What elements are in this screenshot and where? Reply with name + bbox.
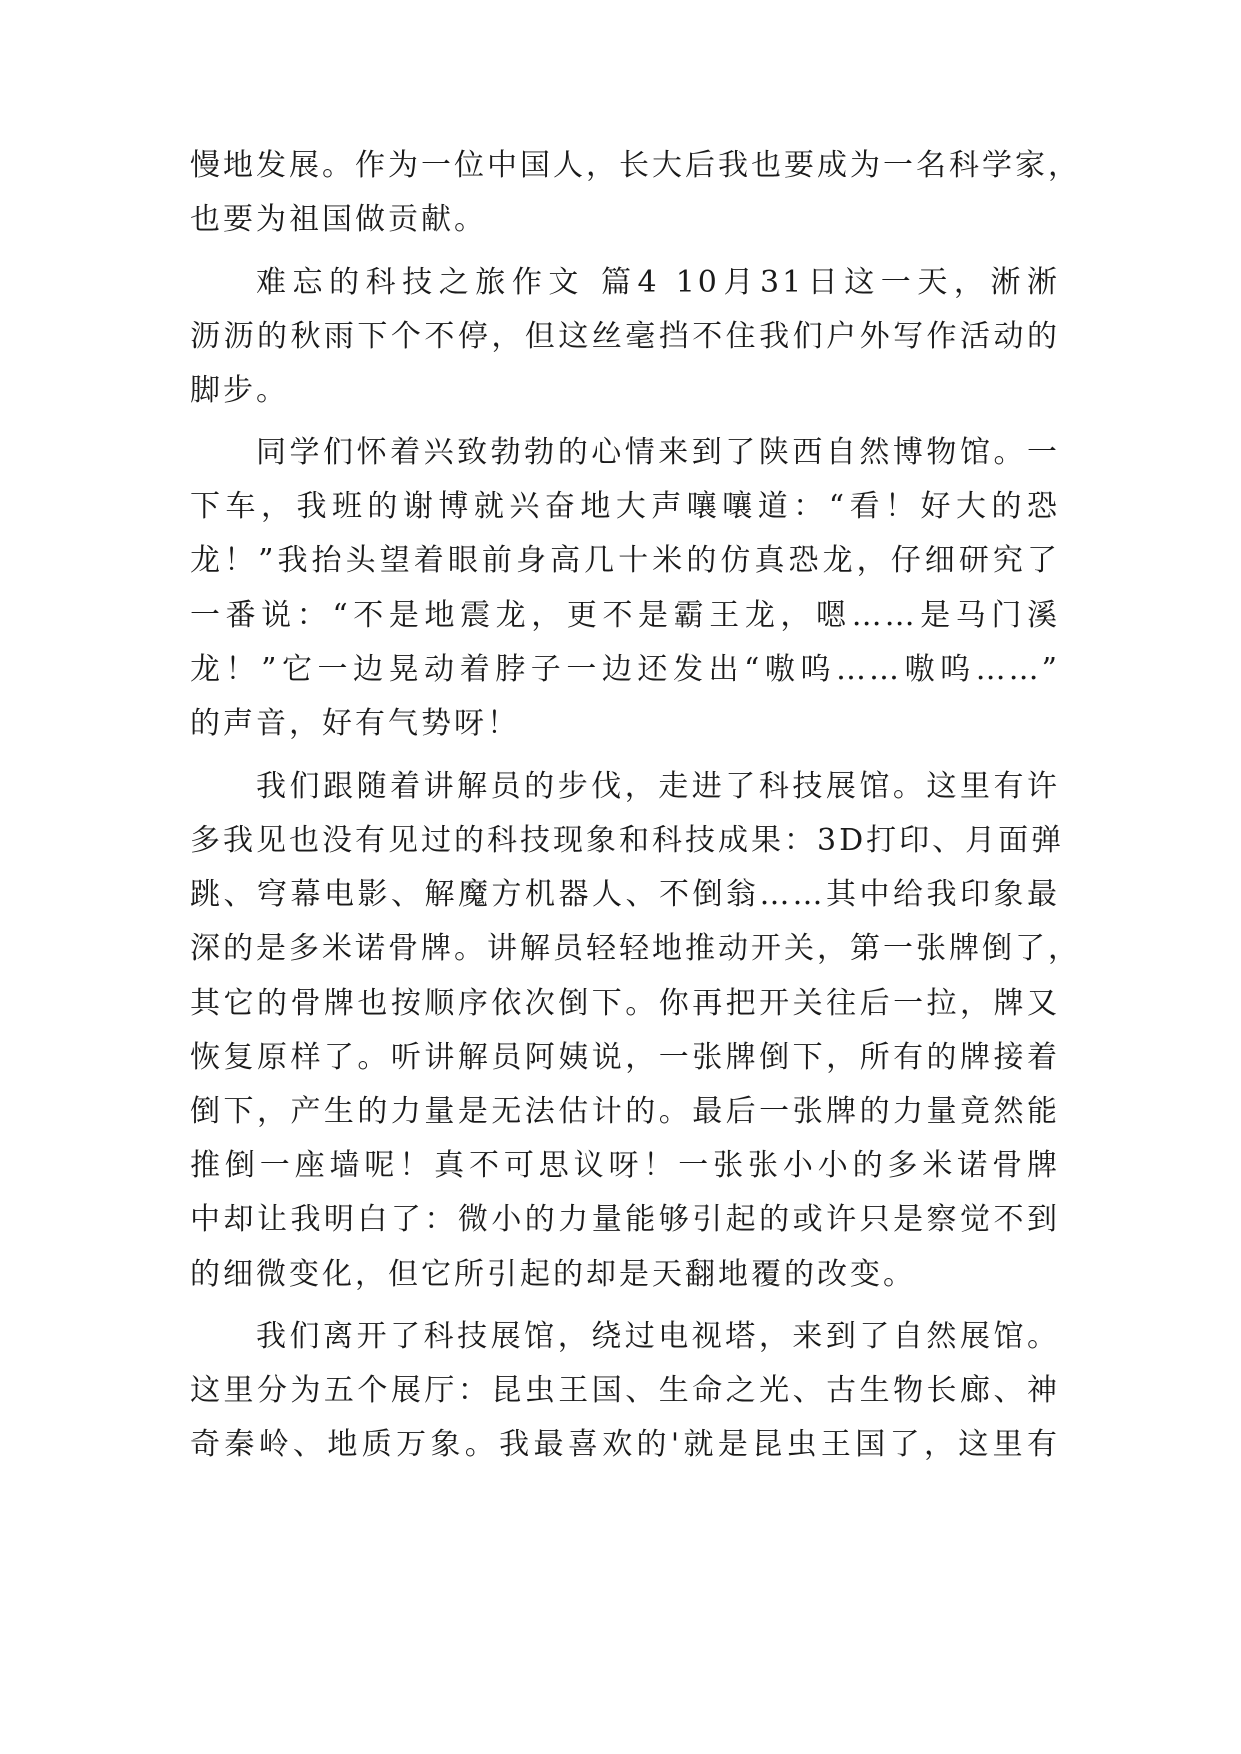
text-line: 中却让我明白了：微小的力量能够引起的或许只是察觉不到 <box>190 1202 1060 1237</box>
text-line: 这里分为五个展厅：昆虫王国、生命之光、古生物长廊、神 <box>190 1373 1060 1408</box>
text-line: 其它的骨牌也按顺序依次倒下。你再把开关往后一拉，牌又 <box>190 986 1060 1021</box>
article-heading-line: 难忘的科技之旅作文 篇4 10月31日这一天，淅淅 <box>256 265 1060 300</box>
text-line: 也要为祖国做贡献。 <box>190 202 487 237</box>
text-line: 深的是多米诺骨牌。讲解员轻轻地推动开关，第一张牌倒了， <box>190 931 1081 966</box>
text-line: 推倒一座墙呢！真不可思议呀！一张张小小的多米诺骨牌 <box>190 1148 1060 1183</box>
text-line: 奇秦岭、地质万象。我最喜欢的'就是昆虫王国了，这里有 <box>190 1427 1060 1462</box>
text-line: 下车，我班的谢博就兴奋地大声嚷嚷道：“看！好大的恐 <box>190 489 1060 524</box>
text-line: 我们跟随着讲解员的步伐，走进了科技展馆。这里有许 <box>256 769 1060 804</box>
text-line: 的声音，好有气势呀！ <box>190 706 520 741</box>
text-line: 脚步。 <box>190 373 289 408</box>
text-line: 沥沥的秋雨下个不停，但这丝毫挡不住我们户外写作活动的 <box>190 319 1060 354</box>
text-line: 恢复原样了。听讲解员阿姨说，一张牌倒下，所有的牌接着 <box>190 1040 1060 1075</box>
text-line: 龙！”我抬头望着眼前身高几十米的仿真恐龙，仔细研究了 <box>190 543 1060 578</box>
text-line: 龙！”它一边晃动着脖子一边还发出“嗷呜……嗷呜……” <box>190 652 1060 687</box>
text-line: 倒下，产生的力量是无法估计的。最后一张牌的力量竟然能 <box>190 1094 1060 1129</box>
text-line: 多我见也没有见过的科技现象和科技成果：3D打印、月面弹 <box>190 823 1065 858</box>
text-line: 慢地发展。作为一位中国人，长大后我也要成为一名科学家， <box>190 148 1081 183</box>
text-line: 我们离开了科技展馆，绕过电视塔，来到了自然展馆。 <box>256 1319 1060 1354</box>
text-line: 同学们怀着兴致勃勃的心情来到了陕西自然博物馆。一 <box>256 435 1060 470</box>
text-line: 一番说：“不是地震龙，更不是霸王龙，嗯……是马门溪 <box>190 598 1060 633</box>
text-line: 的细微变化，但它所引起的却是天翻地覆的改变。 <box>190 1257 916 1292</box>
text-line: 跳、穹幕电影、解魔方机器人、不倒翁……其中给我印象最 <box>190 877 1060 912</box>
